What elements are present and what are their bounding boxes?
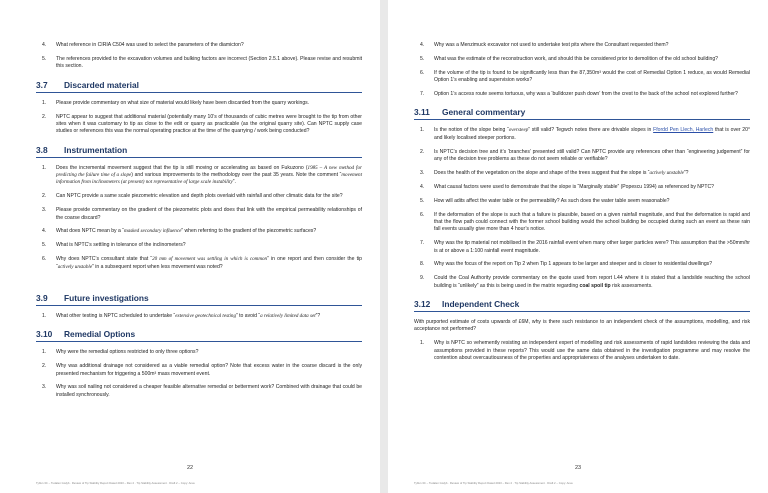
list-item: [414, 340, 750, 362]
section-heading-3-9: [36, 293, 362, 306]
list-item: [36, 193, 362, 200]
section-intro: With purported estimate of costs upwards of £6M, why is there such resistance to an independent check of the assumptions, modelling, and risk acceptance not performed?: [414, 319, 750, 333]
item-number: 5.: [42, 55, 47, 62]
item-number: 4.: [42, 228, 47, 235]
item-text: What does NPTC mean by a “masked secondary influence” when referring to the gradient of the piezometric surfaces?: [56, 228, 317, 235]
list-item: [414, 127, 750, 142]
item-number: 4.: [420, 183, 425, 190]
section-title: Instrumentation: [64, 144, 128, 155]
page-footer: Tylfen 3C – Tudalen Gwlyb · Review of Tip Stability Report Dated 2023 – Rev 2 · Tip Stability Assessment · Draft 2 – Copy: Area: [414, 481, 573, 485]
section-number: 3.10: [36, 329, 53, 340]
list-item: [414, 170, 750, 177]
item-number: 5.: [420, 197, 425, 204]
item-text: Why is NPTC so vehemently resisting an independent expert of modelling and risk assessments of rapid landslides reviewing the data and assumptions provided in these reports? This would use the same data obtained in the investigation programme and may resolve the contention about overcautiousness of the properties and appropriateness of the analyses undertaken to date.: [434, 340, 750, 361]
item-number: 7.: [420, 91, 425, 97]
item-text: Why does NPTC’s consultant state that “20 mm of movement was settling in which is common” in one report and then consider the tip “actively unstable” in a subsequent report when less movement was noted?: [56, 256, 362, 270]
item-text: Why was additional drainage not considered as a viable remedial option? Note that excess water in the coarse discard is the only presented mechanism for triggering a 500m³ mass movement event.: [56, 363, 362, 377]
item-text: What other testing is NPTC scheduled to undertake “extensive geotechnical testing” to avoid “a relatively limited data set”?: [56, 312, 321, 319]
page-22: [0, 0, 380, 493]
section-heading-3-8: [36, 145, 362, 158]
list-item: [36, 165, 362, 187]
list-item: [414, 212, 750, 234]
section-number: 3.8: [36, 144, 48, 155]
item-number: 3.: [42, 384, 47, 391]
item-number: 3.: [42, 207, 47, 214]
item-text: Could the Coal Authority provide commentary on the quote used from report L44 where it is stated that a landslide reaching the school building is “unlikely” as this is being used in the matrix regarding coal spoil tip risk assessments.: [434, 275, 750, 289]
item-number: 1.: [42, 164, 47, 171]
item-number: 6.: [420, 69, 425, 76]
section-title: General commentary: [442, 107, 526, 118]
item-text: What is NPTC’s settling in tolerance of the inclinometers?: [56, 242, 186, 249]
item-text: Does the health of the vegetation on the slope and shape of the trees suggest that the slope is “actively unstable”?: [434, 169, 689, 176]
item-number: 4.: [420, 42, 425, 48]
item-text: NPTC appear to suggest that additional material (potentially many 10’s of thousands of cubic metres were brought to the tip from other sites when it was customary to tip as close to the edit or quarry as practicable (as the original quarry site). Can NPTC supply case studies or references this was the normal operating practice at the time of the quarrying / work being conducted?: [56, 113, 362, 135]
item-text: If the deformation of the slope is such that a failure is plausible, based on a given rainfall magnitude, and that the deformation is rapid and that the flow path could connect with the former school building would the school building be occupied during such an event as these rain fall events usually give more than 4 hour’s notice.: [434, 211, 750, 233]
list-item: [36, 56, 362, 71]
section-heading-3-11: [414, 107, 750, 120]
page-23: [388, 0, 768, 493]
item-text: Can NPTC provide a same scale piezometric elevation and depth plots overlaid with rainfall and other climatic data for the site?: [56, 193, 343, 200]
section-heading-3-10: [36, 329, 362, 342]
section-number: 3.11: [414, 107, 430, 118]
page-number: 23: [574, 465, 582, 471]
list-item: [414, 42, 750, 49]
item-number: 4.: [42, 42, 47, 48]
page-footer: Tylfen 3C – Tudalen Gwlyb · Review of Tip Stability Report Dated 2023 – Rev 2 · Tip Stability Assessment · Draft 2 – Copy: Area: [36, 481, 195, 485]
list-item: [414, 275, 750, 290]
item-number: 1.: [420, 340, 425, 347]
item-number: 7.: [420, 240, 425, 247]
list-item: [36, 349, 362, 356]
list-item: [36, 242, 362, 249]
item-text: How will adits affect the water table or the permeability? As such does the water table seem reasonable?: [434, 197, 670, 204]
item-number: 2.: [420, 148, 425, 155]
section-title: Remedial Options: [64, 329, 136, 340]
item-text: If the volume of the tip is found to be significantly less than the 87,350m³ would the cost of Remedial Option 1 reduce, as would Remedial Option 1’s enabling and supervision works?: [434, 69, 750, 84]
list-item: [414, 240, 750, 255]
item-number: 1.: [42, 99, 47, 106]
section-title: Future investigations: [64, 292, 149, 303]
item-text: Why was the tip material not mobilised in the 2016 rainfall event when many other larger particles were? This assumption that the >50mm/hr is at or above a 1:100 rainfall event magnitude.: [434, 240, 750, 254]
item-text: Option 1’s access route seems tortuous, why was a ‘bulldozer push down’ from the crest to the back of the school not explored further?: [434, 91, 738, 97]
list-item: [36, 256, 362, 271]
item-number: 3.: [420, 169, 425, 176]
item-text: Why was soil nailing not considered a cheaper feasible alternative remedial or betterment work? Combined with drainage that could be installed synchronously.: [56, 384, 362, 398]
item-number: 2.: [42, 113, 47, 120]
list-item: [36, 384, 362, 399]
item-number: 5.: [42, 242, 47, 249]
list-item: [36, 42, 362, 49]
item-number: 1.: [420, 127, 425, 134]
item-text: The references provided to the excavation volumes and bulking factors are incorrect (Section 2.5.1 above). Please revise and resubmit this section.: [56, 55, 362, 70]
list-item: [36, 363, 362, 378]
item-text: Please provide commentary on the gradient of the piezometric plots and does that link with the empirical permeability relationships of the coarse discard?: [56, 207, 362, 221]
item-text: Please provide commentary on what size of material would likely have been discarded from the quarry workings.: [56, 99, 310, 106]
list-item: [414, 149, 750, 164]
item-number: 9.: [420, 275, 425, 282]
item-number: 6.: [420, 211, 425, 218]
item-number: 1.: [42, 349, 47, 356]
place-link[interactable]: Ffordd Pen Llech, Harlech: [653, 127, 714, 134]
section-number: 3.7: [36, 79, 48, 90]
list-item: [36, 100, 362, 107]
item-number: 2.: [42, 363, 47, 370]
item-number: 8.: [420, 261, 425, 268]
section-number: 3.12: [414, 299, 431, 309]
item-number: 6.: [42, 256, 47, 263]
list-item: [36, 228, 362, 235]
item-number: 5.: [420, 55, 425, 62]
item-text: What causal factors were used to demonstrate that the slope is “Marginally stable” (Popescu 1994) as referenced by NPTC?: [434, 183, 715, 190]
item-text: Is the notion of the slope being “oversteep” still valid? Tegwch notes there are drivable slopes in Ffordd Pen Llech, Harlech that is over 20° and likely localised steeper portions.: [434, 127, 750, 141]
list-item: [414, 56, 750, 63]
item-text: Why was the focus of the report on Tip 2 when Tip 1 appears to be larger and steeper and is closer to residential dwellings?: [434, 261, 713, 268]
page-number: 22: [186, 465, 194, 471]
list-item: [414, 70, 750, 85]
item-text: Is NPTC’s decision tree and it’s ‘branches’ presented still valid? Can NPTC provide any references other than “engineering judgement” for any of the decision tree problems as these do not seem reliable or verifiable?: [434, 148, 750, 162]
list-item: [414, 184, 750, 191]
item-text: What was the estimate of the reconstruction work, and should this be considered prior to demolition of the old school building?: [434, 55, 718, 62]
section-heading-3-7: [36, 80, 362, 93]
item-text: Why was a Menzimuck excavator not used to undertake test pits where the Consultant requested them?: [434, 42, 669, 48]
item-text: Does the incremental movement suggest that the tip is still moving or accelerating as based on Fukuzono (1985 – A new method for predicting the failure time of a slope) and various improvements to the methodology over the past 35 years. Note the comment “movement information from inclinometers (at present) not representative of large scale instability”.: [56, 164, 362, 186]
section-title: Discarded material: [64, 79, 139, 90]
list-item: [36, 114, 362, 136]
item-text: Why were the remedial options restricted to only three options?: [56, 349, 199, 356]
section-number: 3.9: [36, 292, 48, 303]
item-number: 1.: [42, 312, 47, 319]
list-item: [36, 207, 362, 222]
item-number: 2.: [42, 193, 47, 200]
list-item: [414, 198, 750, 205]
item-text: What reference in CIRIA C504 was used to select the parameters of the diamicton?: [56, 42, 244, 48]
section-title: Independent Check: [442, 299, 520, 309]
list-item: [414, 261, 750, 268]
list-item: [414, 91, 750, 98]
section-heading-3-12: [414, 299, 750, 312]
list-item: [36, 313, 362, 320]
